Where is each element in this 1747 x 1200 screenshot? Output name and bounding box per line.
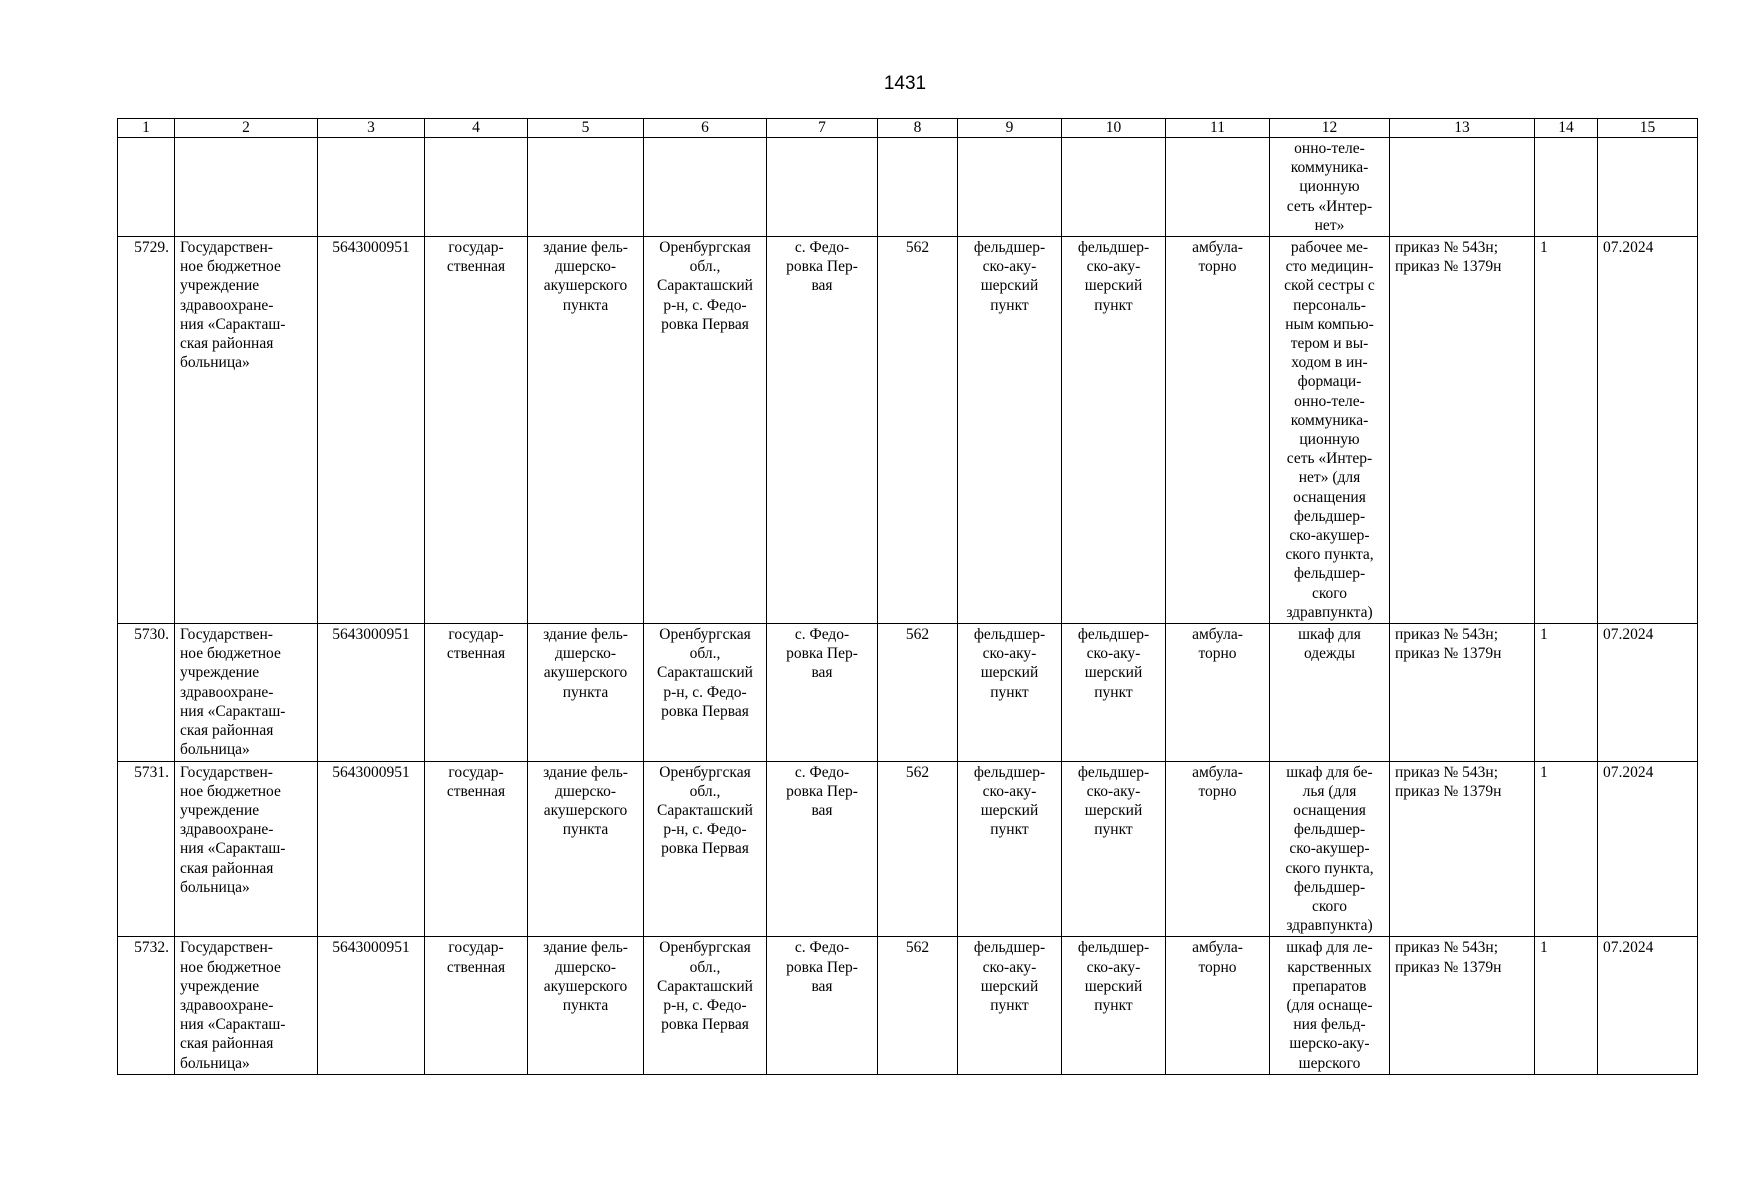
- cell-line: обл.,: [689, 782, 721, 800]
- subdivision-cell: [1062, 237, 1166, 624]
- cell-line: фельдшер-: [1293, 878, 1366, 896]
- cell-line: ным компью-: [1285, 315, 1374, 333]
- cell-line: ско-аку-: [982, 258, 1037, 276]
- equipment-cell: [1270, 237, 1390, 624]
- cell-line: ния «Саракташ-: [180, 1016, 286, 1034]
- cell-line: здание фель-: [543, 939, 628, 957]
- building-cell: [528, 937, 644, 1074]
- cell-line: ского: [1311, 897, 1348, 915]
- cell-line: Государствен-: [180, 939, 273, 957]
- quantity-cell: 1: [1535, 237, 1598, 624]
- cell-line: ное бюджетное: [180, 258, 281, 276]
- cell-line: пункт: [1094, 821, 1133, 839]
- cell-line: ско-аку-: [982, 645, 1037, 663]
- address-cell: [644, 237, 767, 624]
- cell-line: дшерско-: [555, 782, 616, 800]
- date-cell: 07.2024: [1598, 937, 1698, 1074]
- organization-cell: [175, 624, 318, 761]
- cell-line: пункт: [990, 996, 1029, 1014]
- organization-cell: [175, 237, 318, 624]
- cell-line: акушерского: [543, 977, 628, 995]
- column-header: 7: [767, 119, 878, 138]
- cell-line: ственная: [446, 782, 506, 800]
- cell-line: здравоохране-: [180, 296, 274, 314]
- organization-cell: [175, 937, 318, 1074]
- cell-line: Саракташский: [657, 664, 753, 682]
- subdivision-cell: [1062, 761, 1166, 937]
- equipment-cell: [1270, 138, 1390, 237]
- column-header: 10: [1062, 119, 1166, 138]
- cell-line: Оренбургская: [659, 626, 751, 644]
- cell-line: фельдшер-: [1293, 821, 1366, 839]
- cell-line: обл.,: [689, 258, 721, 276]
- cell-line: ровка Первая: [661, 702, 749, 720]
- cell-line: амбула-: [1192, 626, 1243, 644]
- cell-line: шерский: [980, 277, 1039, 295]
- cell-line: Саракташский: [657, 977, 753, 995]
- subdivision-cell: [1062, 937, 1166, 1074]
- column-header: 5: [528, 119, 644, 138]
- building-cell: [528, 624, 644, 761]
- cell-line: обл.,: [689, 645, 721, 663]
- cell-line: шерский: [980, 977, 1039, 995]
- cell-line: лья (для: [1302, 782, 1357, 800]
- cell-line: ско-аку-: [1086, 958, 1141, 976]
- column-header: 2: [175, 119, 318, 138]
- column-header: 9: [958, 119, 1062, 138]
- equipment-cell: [1270, 937, 1390, 1074]
- cell-line: коммуника-: [1290, 411, 1369, 429]
- cell-line: приказ № 1379н: [1395, 782, 1502, 800]
- cell-line: шерского: [1298, 1054, 1361, 1072]
- cell-line: торно: [1198, 645, 1237, 663]
- cell-line: ровка Пер-: [786, 258, 858, 276]
- continuation-row: [118, 138, 1698, 237]
- cell-line: дшерско-: [555, 258, 616, 276]
- cell-line: р-н, с. Федо-: [663, 683, 747, 701]
- cell-line: приказ № 1379н: [1395, 645, 1502, 663]
- cell-line: ско-акушер-: [1289, 527, 1370, 545]
- cell-line: государ-: [448, 239, 504, 257]
- cell-line: Саракташский: [657, 277, 753, 295]
- cell-line: фельдшер-: [973, 239, 1046, 257]
- cell-line: учреждение: [180, 977, 260, 995]
- cell-line: больница»: [180, 354, 250, 372]
- cell-line: Оренбургская: [659, 939, 751, 957]
- cell-line: ская районная: [180, 1035, 274, 1053]
- cell-line: ное бюджетное: [180, 645, 281, 663]
- locality-cell: [767, 237, 878, 624]
- table-row: [118, 937, 1698, 1074]
- code-cell: 562: [878, 937, 958, 1074]
- ownership-cell: [425, 237, 528, 624]
- table-row: [118, 761, 1698, 937]
- row-number-cell: 5729.: [118, 237, 175, 624]
- cell-line: торно: [1198, 258, 1237, 276]
- inn-cell: 5643000951: [318, 937, 425, 1074]
- cell-line: ровка Первая: [661, 1016, 749, 1034]
- organization-cell: [175, 761, 318, 937]
- cell-line: сто медицин-: [1285, 258, 1374, 276]
- cell-line: тером и вы-: [1290, 335, 1369, 353]
- inn-cell: 5643000951: [318, 624, 425, 761]
- cell-line: шерский: [1084, 277, 1143, 295]
- care-condition-cell: [1166, 937, 1270, 1074]
- subdivision-cell: [1062, 624, 1166, 761]
- cell-line: приказ № 1379н: [1395, 258, 1502, 276]
- cell-line: государ-: [448, 626, 504, 644]
- cell-line: пункта: [562, 996, 609, 1014]
- cell-line: амбула-: [1192, 763, 1243, 781]
- cell-line: шерский: [980, 801, 1039, 819]
- cell-line: торно: [1198, 782, 1237, 800]
- cell-line: шерский: [1084, 801, 1143, 819]
- cell-line: вая: [811, 977, 833, 995]
- cell-line: шерский: [1084, 664, 1143, 682]
- cell-line: акушерского: [543, 801, 628, 819]
- cell-line: с. Федо-: [794, 763, 850, 781]
- code-cell: 562: [878, 237, 958, 624]
- cell-line: фельдшер-: [1293, 507, 1366, 525]
- facility-type-cell: [958, 624, 1062, 761]
- cell-line: ско-аку-: [982, 958, 1037, 976]
- cell-line: (для оснаще-: [1286, 996, 1373, 1014]
- cell-line: шерский: [1084, 977, 1143, 995]
- cell-line: приказ № 543н;: [1395, 626, 1499, 644]
- cell-line: ского пункта,: [1285, 859, 1374, 877]
- order-cell: [1390, 237, 1535, 624]
- column-header: 12: [1270, 119, 1390, 138]
- cell-line: приказ № 543н;: [1395, 939, 1499, 957]
- cell-line: с. Федо-: [794, 239, 850, 257]
- cell-line: приказ № 1379н: [1395, 958, 1502, 976]
- care-condition-cell: [1166, 761, 1270, 937]
- locality-cell: [767, 937, 878, 1074]
- building-cell: [528, 237, 644, 624]
- cell-line: ционную: [1299, 431, 1360, 449]
- cell-line: ровка Пер-: [786, 645, 858, 663]
- cell-line: здание фель-: [543, 763, 628, 781]
- equipment-table: [117, 118, 1698, 1075]
- cell-line: здравпункта): [1286, 917, 1373, 935]
- cell-line: здание фель-: [543, 239, 628, 257]
- cell-line: шкаф для бе-: [1286, 763, 1373, 781]
- cell-line: учреждение: [180, 277, 260, 295]
- address-cell: [644, 761, 767, 937]
- cell-line: вая: [811, 801, 833, 819]
- cell-line: рабочее ме-: [1290, 239, 1369, 257]
- cell-line: пункта: [562, 683, 609, 701]
- cell-line: оснащения: [1293, 488, 1366, 506]
- column-header: 8: [878, 119, 958, 138]
- cell-line: пункт: [990, 296, 1029, 314]
- cell-line: карственных: [1287, 958, 1372, 976]
- ownership-cell: [425, 937, 528, 1074]
- cell-line: пункт: [1094, 296, 1133, 314]
- locality-cell: [767, 761, 878, 937]
- cell-line: ровка Первая: [661, 840, 749, 858]
- cell-line: нет»: [1314, 216, 1345, 234]
- quantity-cell: 1: [1535, 937, 1598, 1074]
- facility-type-cell: [958, 237, 1062, 624]
- cell-line: шерско-аку-: [1289, 1035, 1370, 1053]
- cell-line: дшерско-: [555, 958, 616, 976]
- inn-cell: 5643000951: [318, 237, 425, 624]
- cell-line: здравоохране-: [180, 683, 274, 701]
- cell-line: сеть «Интер-: [1286, 197, 1373, 215]
- row-number-cell: 5730.: [118, 624, 175, 761]
- cell-line: пункт: [990, 821, 1029, 839]
- cell-line: с. Федо-: [794, 939, 850, 957]
- cell-line: фельдшер-: [1077, 939, 1150, 957]
- cell-line: ская районная: [180, 722, 274, 740]
- facility-type-cell: [958, 761, 1062, 937]
- locality-cell: [767, 624, 878, 761]
- cell-line: ской сестры с: [1284, 277, 1375, 295]
- cell-line: оснащения: [1293, 801, 1366, 819]
- cell-line: ственная: [446, 258, 506, 276]
- row-number-cell: 5731.: [118, 761, 175, 937]
- cell-line: государ-: [448, 939, 504, 957]
- cell-line: ное бюджетное: [180, 958, 281, 976]
- care-condition-cell: [1166, 624, 1270, 761]
- cell-line: учреждение: [180, 664, 260, 682]
- cell-line: онно-теле-: [1294, 392, 1365, 410]
- cell-line: ровка Пер-: [786, 958, 858, 976]
- cell-line: Государствен-: [180, 239, 273, 257]
- row-number-cell: 5732.: [118, 937, 175, 1074]
- order-cell: [1390, 761, 1535, 937]
- cell-line: здравпункта): [1286, 603, 1373, 621]
- cell-line: ственная: [446, 645, 506, 663]
- cell-line: амбула-: [1192, 239, 1243, 257]
- cell-line: фельдшер-: [973, 626, 1046, 644]
- cell-line: ско-аку-: [982, 782, 1037, 800]
- cell-line: Саракташский: [657, 801, 753, 819]
- order-cell: [1390, 937, 1535, 1074]
- column-header: 11: [1166, 119, 1270, 138]
- cell-line: пункт: [990, 683, 1029, 701]
- cell-line: здравоохране-: [180, 821, 274, 839]
- cell-line: вая: [811, 664, 833, 682]
- cell-line: государ-: [448, 763, 504, 781]
- column-header: 6: [644, 119, 767, 138]
- cell-line: фельдшер-: [1077, 763, 1150, 781]
- table-row: [118, 237, 1698, 624]
- cell-line: ния фельд-: [1293, 1016, 1366, 1034]
- quantity-cell: 1: [1535, 761, 1598, 937]
- cell-line: фельдшер-: [1077, 239, 1150, 257]
- cell-line: препаратов: [1292, 977, 1367, 995]
- column-number-row: [118, 119, 1698, 138]
- cell-line: фельдшер-: [973, 939, 1046, 957]
- building-cell: [528, 761, 644, 937]
- cell-line: р-н, с. Федо-: [663, 821, 747, 839]
- cell-line: ходом в ин-: [1291, 354, 1368, 372]
- column-header: 15: [1598, 119, 1698, 138]
- cell-line: больница»: [180, 1054, 250, 1072]
- cell-line: шкаф для ле-: [1286, 939, 1373, 957]
- ownership-cell: [425, 761, 528, 937]
- column-header: 13: [1390, 119, 1535, 138]
- code-cell: 562: [878, 624, 958, 761]
- cell-line: ская районная: [180, 859, 274, 877]
- cell-line: приказ № 543н;: [1395, 239, 1499, 257]
- cell-line: Государствен-: [180, 626, 273, 644]
- cell-line: здание фель-: [543, 626, 628, 644]
- cell-line: коммуника-: [1290, 159, 1369, 177]
- cell-line: персональ-: [1293, 296, 1366, 314]
- cell-line: ского: [1311, 584, 1348, 602]
- cell-line: вая: [811, 277, 833, 295]
- cell-line: ско-аку-: [1086, 645, 1141, 663]
- cell-line: больница»: [180, 741, 250, 759]
- code-cell: 562: [878, 761, 958, 937]
- cell-line: здравоохране-: [180, 996, 274, 1014]
- cell-line: ского пункта,: [1285, 546, 1374, 564]
- cell-line: ско-акушер-: [1289, 840, 1370, 858]
- cell-line: р-н, с. Федо-: [663, 296, 747, 314]
- cell-line: акушерского: [543, 277, 628, 295]
- cell-line: формаци-: [1297, 373, 1362, 391]
- page-number: 1431: [883, 73, 927, 94]
- cell-line: ско-аку-: [1086, 782, 1141, 800]
- date-cell: 07.2024: [1598, 761, 1698, 937]
- date-cell: 07.2024: [1598, 624, 1698, 761]
- column-header: 4: [425, 119, 528, 138]
- facility-type-cell: [958, 937, 1062, 1074]
- cell-line: учреждение: [180, 801, 260, 819]
- address-cell: [644, 624, 767, 761]
- cell-line: дшерско-: [555, 645, 616, 663]
- column-header: 14: [1535, 119, 1598, 138]
- quantity-cell: 1: [1535, 624, 1598, 761]
- cell-line: сеть «Интер-: [1286, 450, 1373, 468]
- care-condition-cell: [1166, 237, 1270, 624]
- cell-line: ственная: [446, 958, 506, 976]
- cell-line: ния «Саракташ-: [180, 702, 286, 720]
- cell-line: шкаф для: [1298, 626, 1361, 644]
- cell-line: пункта: [562, 821, 609, 839]
- cell-line: ровка Первая: [661, 315, 749, 333]
- ownership-cell: [425, 624, 528, 761]
- equipment-cell: [1270, 761, 1390, 937]
- cell-line: больница»: [180, 878, 250, 896]
- cell-line: онно-теле-: [1294, 140, 1365, 157]
- cell-line: Оренбургская: [659, 239, 751, 257]
- cell-line: торно: [1198, 958, 1237, 976]
- cell-line: пункта: [562, 296, 609, 314]
- column-header: 1: [118, 119, 175, 138]
- cell-line: ния «Саракташ-: [180, 315, 286, 333]
- cell-line: одежды: [1303, 645, 1356, 663]
- cell-line: р-н, с. Федо-: [663, 996, 747, 1014]
- cell-line: Государствен-: [180, 763, 273, 781]
- address-cell: [644, 937, 767, 1074]
- equipment-cell: [1270, 624, 1390, 761]
- cell-line: пункт: [1094, 996, 1133, 1014]
- column-header: 3: [318, 119, 425, 138]
- inn-cell: 5643000951: [318, 761, 425, 937]
- cell-line: фельдшер-: [1077, 626, 1150, 644]
- cell-line: фельдшер-: [973, 763, 1046, 781]
- cell-line: Оренбургская: [659, 763, 751, 781]
- cell-line: шерский: [980, 664, 1039, 682]
- cell-line: ровка Пер-: [786, 782, 858, 800]
- cell-line: с. Федо-: [794, 626, 850, 644]
- cell-line: фельдшер-: [1293, 565, 1366, 583]
- cell-line: обл.,: [689, 958, 721, 976]
- cell-line: амбула-: [1192, 939, 1243, 957]
- cell-line: ное бюджетное: [180, 782, 281, 800]
- cell-line: ско-аку-: [1086, 258, 1141, 276]
- cell-line: нет» (для: [1298, 469, 1361, 487]
- cell-line: ционную: [1299, 178, 1360, 196]
- table-row: [118, 624, 1698, 761]
- cell-line: приказ № 543н;: [1395, 763, 1499, 781]
- date-cell: 07.2024: [1598, 237, 1698, 624]
- cell-line: акушерского: [543, 664, 628, 682]
- cell-line: пункт: [1094, 683, 1133, 701]
- cell-line: ния «Саракташ-: [180, 840, 286, 858]
- cell-line: ская районная: [180, 335, 274, 353]
- order-cell: [1390, 624, 1535, 761]
